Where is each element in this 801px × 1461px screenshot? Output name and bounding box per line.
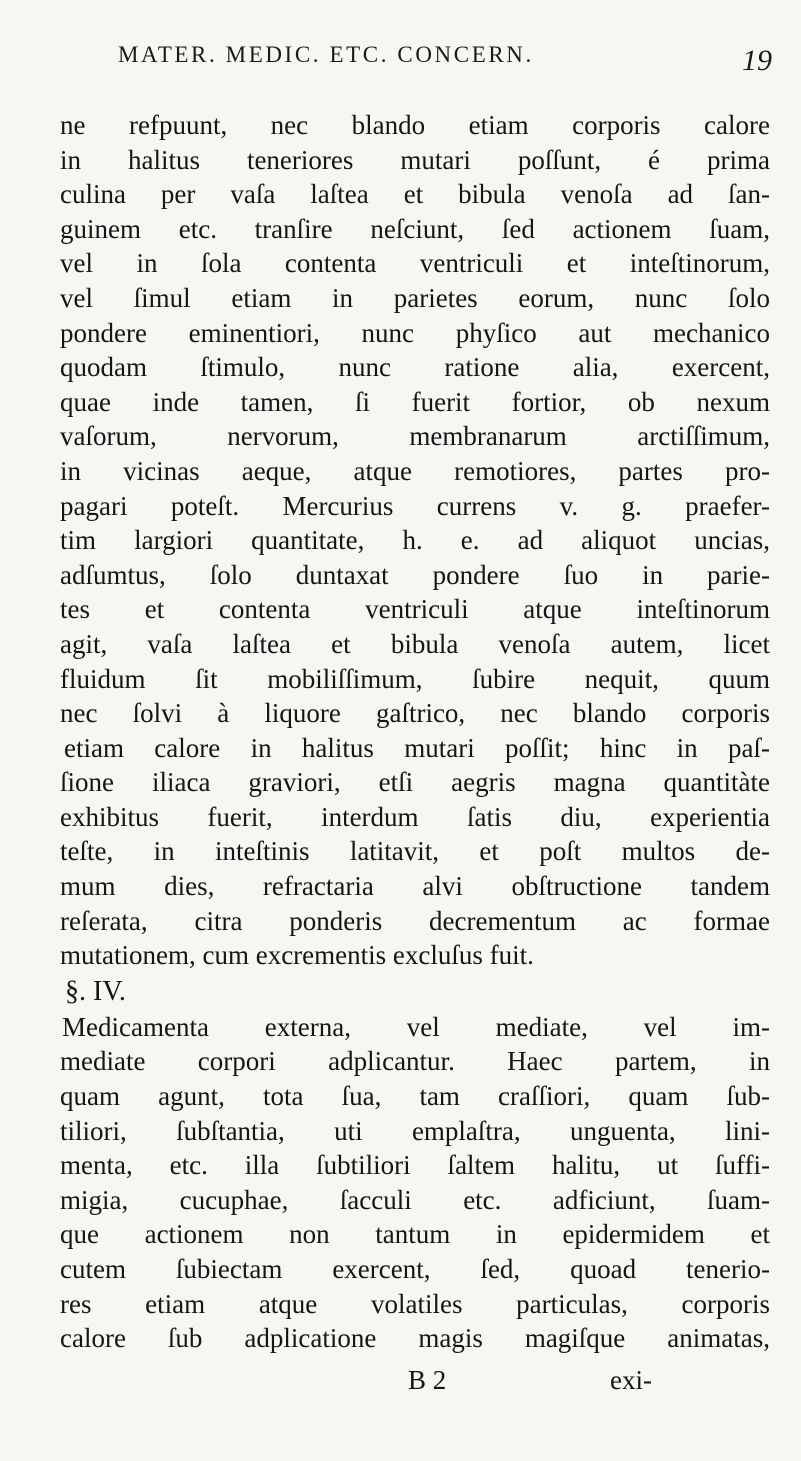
text-line: culina per vaſa laſtea et bibula venoſa ad ſan- <box>60 179 770 210</box>
text-line: pagari poteſt. Mercurius currens v. g. praefer- <box>60 490 770 521</box>
text-line: pondere eminentiori, nunc phyſico aut mechanico <box>60 317 770 348</box>
text-line: vel ſimul etiam in parietes eorum, nunc ſolo <box>60 282 770 313</box>
text-line: ſione iliaca graviori, etſi aegris magna quantitàte <box>60 767 770 798</box>
text-line: etiam calore in halitus mutari poſſit; hinc in paſ- <box>64 732 770 763</box>
text-line: reſerata, citra ponderis decrementum ac formae <box>60 905 770 936</box>
text-line: que actionem non tantum in epidermidem et <box>60 1219 770 1250</box>
paragraph-2 <box>60 1010 770 1356</box>
paragraph-1 <box>60 108 770 973</box>
text-line: fluidum ſit mobiliſſimum, ſubire nequit, quum <box>60 663 770 694</box>
text-line: res etiam atque volatiles particulas, corporis <box>60 1288 770 1319</box>
text-line: mutationem, cum excrementis excluſus fuit. <box>60 940 534 971</box>
text-line: tes et contenta ventriculi atque inteſtinorum <box>60 594 770 625</box>
text-line: menta, etc. illa ſubtiliori ſaltem halitu, ut ſuffi- <box>60 1150 770 1181</box>
text-line: quae inde tamen, ſi fuerit fortior, ob nexum <box>60 386 770 417</box>
text-line: mediate corpori adplicantur. Haec partem, in <box>60 1046 770 1077</box>
text-line: quam agunt, tota ſua, tam craſſiori, quam ſub- <box>60 1081 770 1112</box>
body-text <box>60 108 770 1356</box>
text-line: migia, cucuphae, ſacculi etc. adficiunt, ſuam- <box>60 1184 770 1215</box>
text-line: exhibitus fuerit, interdum ſatis diu, experientia <box>60 801 770 832</box>
text-line: vel in ſola contenta ventriculi et inteſtinorum, <box>60 248 770 279</box>
page-number: 19 <box>742 44 772 77</box>
signature-mark: B 2 <box>408 1365 447 1395</box>
catchword: exi- <box>610 1365 652 1395</box>
text-line: calore ſub adplicatione magis magiſque animatas, <box>60 1323 770 1354</box>
text-line: in vicinas aeque, atque remotiores, partes pro- <box>60 455 770 486</box>
running-title: MATER. MEDIC. ETC. CONCERN. <box>118 42 534 67</box>
text-line: tiliori, ſubſtantia, uti emplaſtra, unguenta, lini- <box>60 1115 770 1146</box>
text-line: tim largiori quantitate, h. e. ad aliquot uncias, <box>60 525 770 556</box>
section-heading: §. IV. <box>65 975 126 1007</box>
text-line: guinem etc. tranſire neſciunt, ſed actionem ſuam, <box>60 213 770 244</box>
text-line: quodam ſtimulo, nunc ratione alia, exercent, <box>60 352 770 383</box>
text-line: cutem ſubiectam exercent, ſed, quoad tenerio- <box>60 1254 770 1284</box>
text-line: ne refpuunt, nec blando etiam corporis calore <box>60 110 770 140</box>
text-line: nec ſolvi à liquore gaſtrico, nec blando corporis <box>60 698 770 729</box>
text-line: agit, vaſa laſtea et bibula venoſa autem, licet <box>60 628 770 659</box>
text-line: mum dies, refractaria alvi obſtructione tandem <box>60 871 770 902</box>
text-line: vaſorum, nervorum, membranarum arctiſſimum, <box>60 421 770 452</box>
text-line: Medicamenta externa, vel mediate, vel im- <box>62 1011 770 1042</box>
text-line: teſte, in inteſtinis latitavit, et poſt multos de- <box>60 836 770 867</box>
text-line: in halitus teneriores mutari poſſunt, é prima <box>60 144 770 175</box>
text-line: adſumtus, ſolo duntaxat pondere ſuo in parie- <box>60 559 770 590</box>
